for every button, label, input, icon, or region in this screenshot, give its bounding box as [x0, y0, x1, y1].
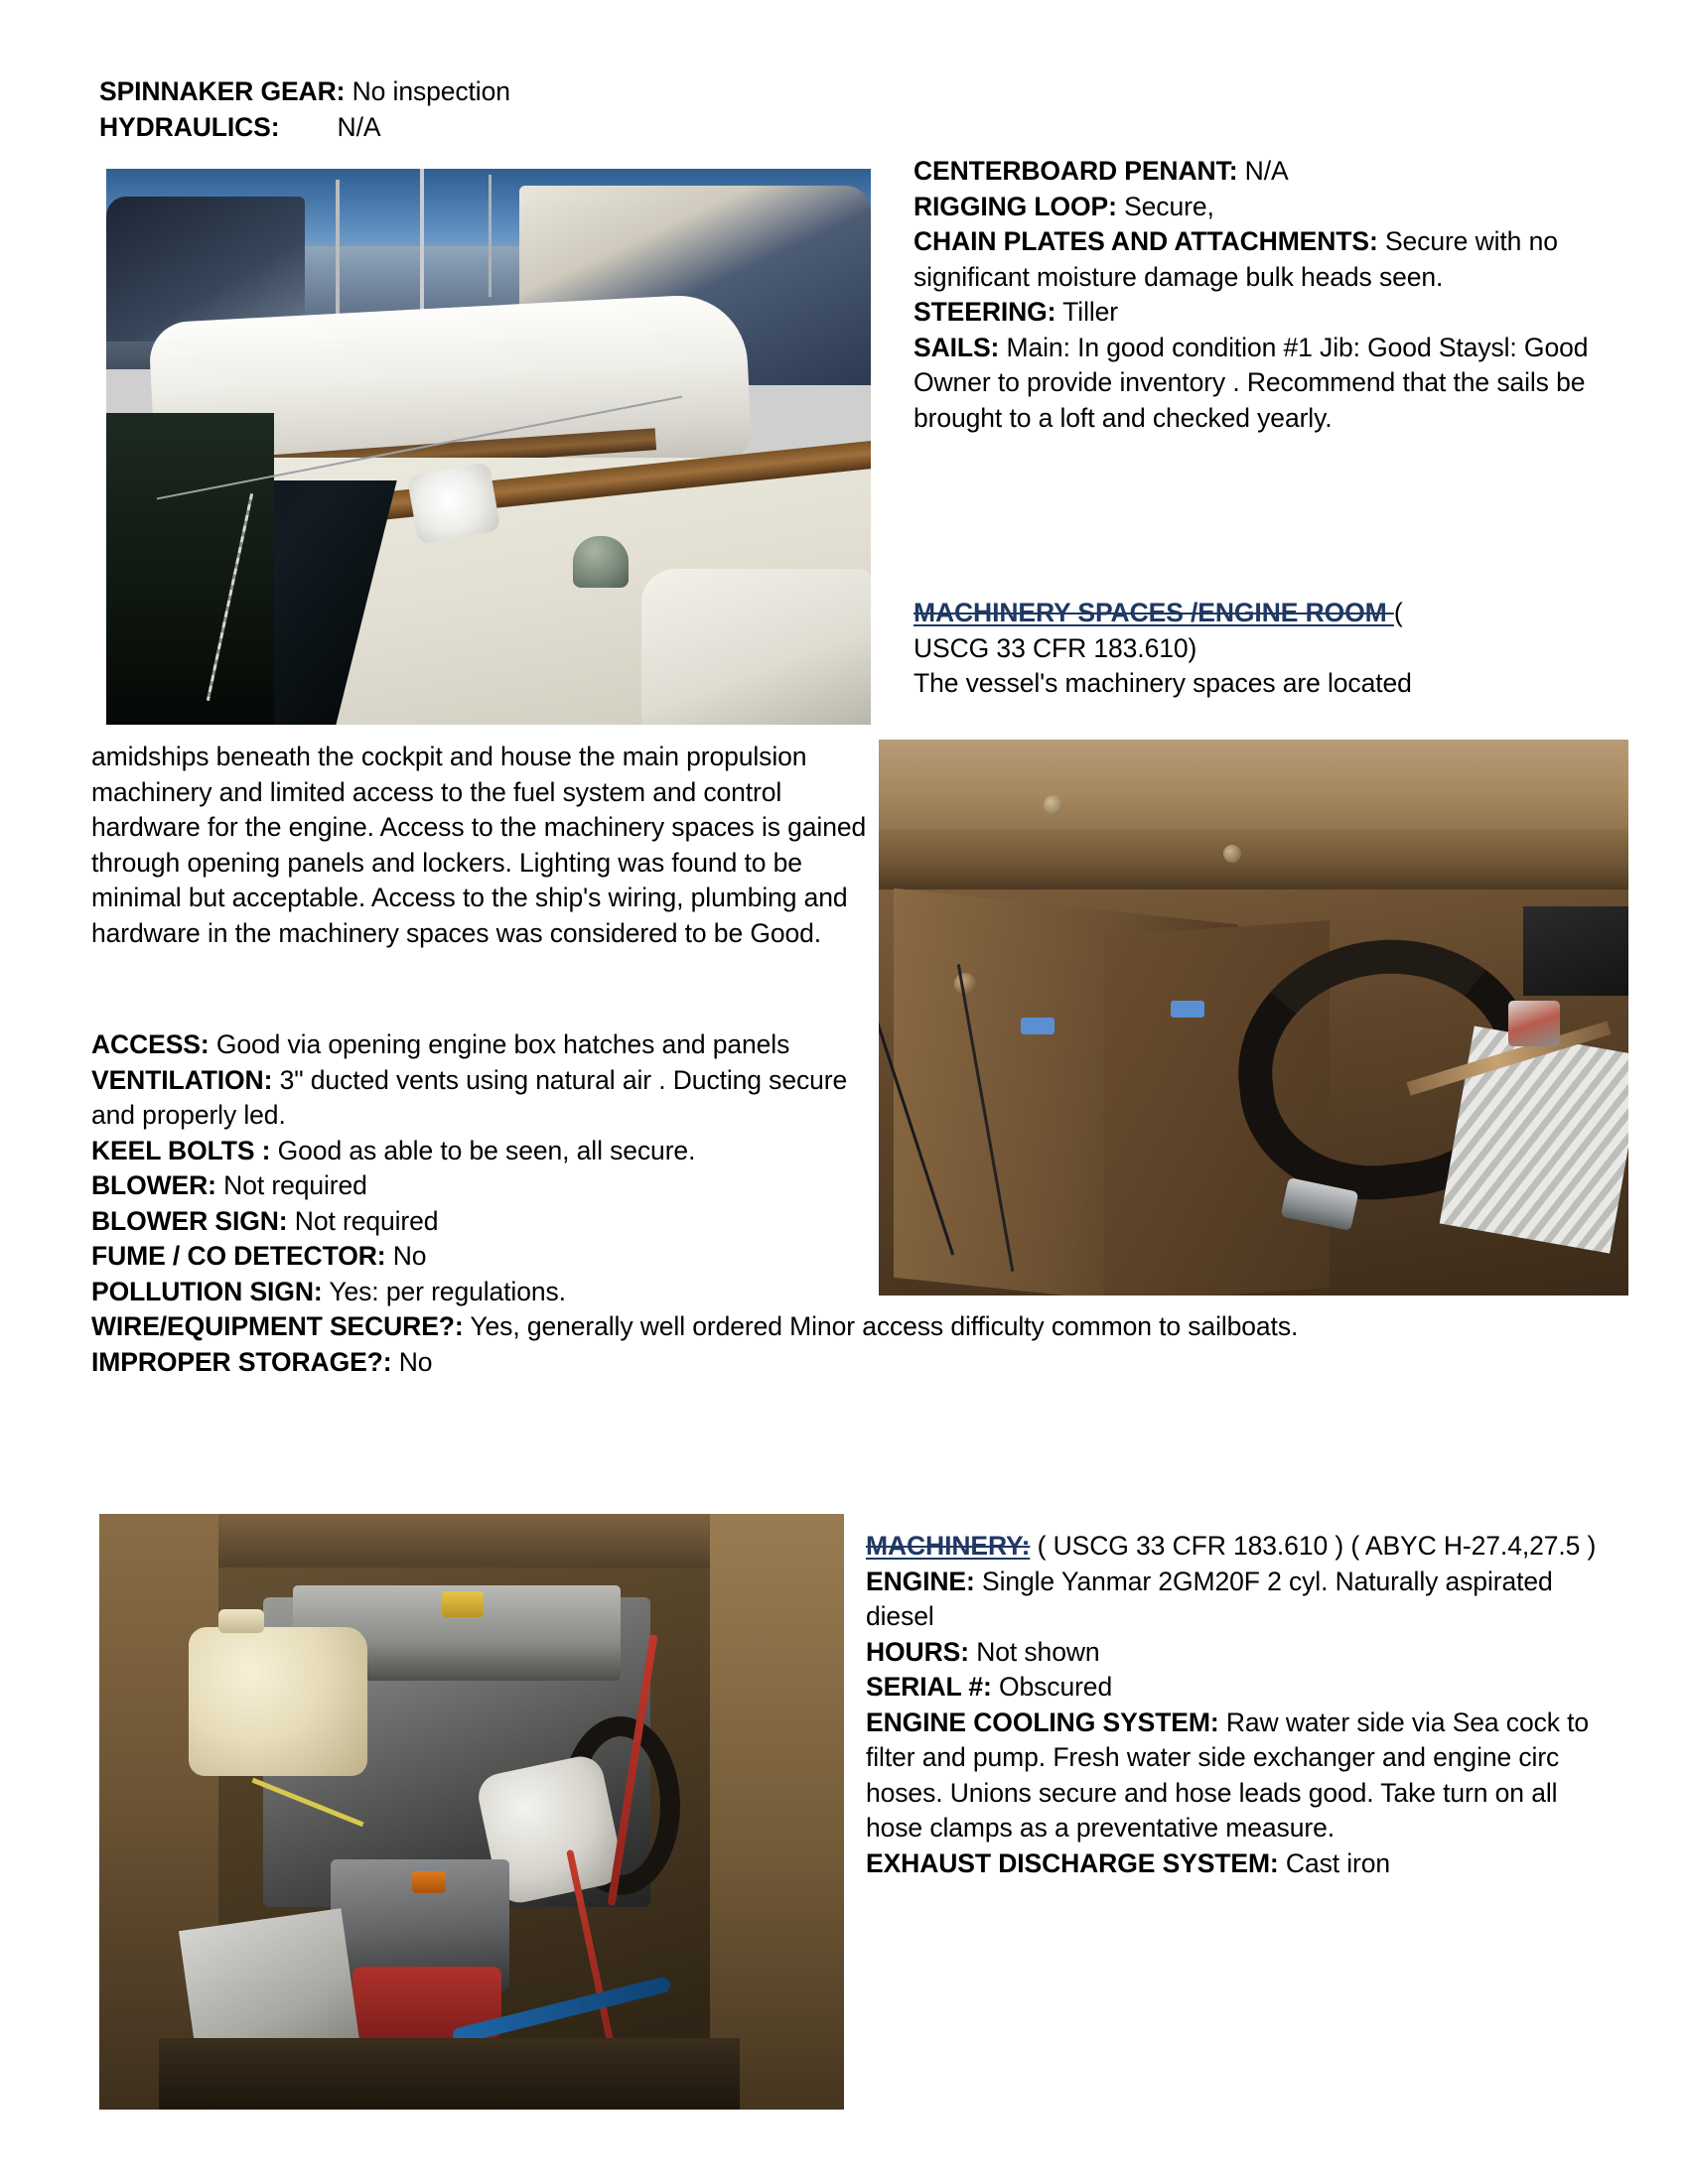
serial-number-value: Obscured — [991, 1672, 1113, 1702]
exhaust-discharge-system-label: EXHAUST DISCHARGE SYSTEM: — [866, 1847, 1279, 1878]
hours-value: Not shown — [968, 1636, 1100, 1667]
water-region — [106, 413, 274, 725]
centerboard-penant-line — [914, 154, 1618, 190]
wire-equipment-secure-value: Yes, generally well ordered Minor access difficulty common to sailboats. — [463, 1311, 1299, 1341]
access-line — [91, 1027, 1561, 1063]
mast-icon — [420, 169, 424, 314]
equipment-box-region — [1523, 906, 1628, 996]
bilge-floor-region — [159, 2038, 740, 2110]
keel-bolts-value: Good as able to be seen, all secure. — [270, 1135, 696, 1165]
engine-label: ENGINE: — [866, 1566, 975, 1596]
rigging-loop-line — [914, 190, 1618, 225]
spinnaker-gear-value: No inspection — [345, 76, 510, 106]
hydraulics-line — [99, 110, 874, 146]
engine-cooling-system-label: ENGINE COOLING SYSTEM: — [866, 1706, 1219, 1737]
structural-beam-region — [879, 829, 1628, 890]
pollution-sign-label: POLLUTION SIGN: — [91, 1276, 323, 1306]
engine-photo — [99, 1514, 844, 2110]
ventilation-line — [91, 1063, 876, 1134]
deck-and-marina-photo — [106, 169, 871, 725]
sails-label: SAILS: — [914, 332, 1000, 362]
coolant-reservoir-region — [189, 1627, 367, 1776]
access-label: ACCESS: — [91, 1029, 210, 1059]
rigging-and-sails-block — [914, 154, 1618, 436]
ventilation-value: 3" ducted vents using natural air . Ducting secure and properly led. — [91, 1064, 848, 1130]
pollution-sign-line — [91, 1275, 1561, 1310]
fume-co-detector-line — [91, 1239, 1561, 1275]
centerboard-penant-value: N/A — [1237, 156, 1289, 186]
reservoir-cap-region — [218, 1609, 264, 1633]
improper-storage-label: IMPROPER STORAGE?: — [91, 1346, 392, 1377]
dipstick-region — [412, 1871, 446, 1893]
steering-line — [914, 295, 1618, 331]
machinery-spaces-heading-suffix: ( — [1393, 598, 1403, 627]
machinery-heading-suffix: ( USCG 33 CFR 183.610 ) ( ABYC H-27.4,27.5 ) — [1030, 1531, 1597, 1561]
centerboard-penant-label: CENTERBOARD PENANT: — [914, 156, 1238, 186]
blower-value: Not required — [215, 1170, 367, 1200]
spinnaker-gear-line — [99, 74, 874, 110]
sails-value: Main: In good condition #1 Jib: Good Staysl: Good Owner to provide inventory . Recommend that the sails be brought to a loft and checked yearly. — [914, 332, 1589, 433]
rigging-loop-value: Secure, — [1116, 191, 1214, 221]
machinery-spaces-entries-block — [91, 1027, 1561, 1380]
chain-plates-line — [914, 224, 1618, 295]
blower-sign-value: Not required — [287, 1205, 439, 1236]
blower-line — [91, 1168, 1561, 1204]
improper-storage-line — [91, 1345, 1561, 1381]
fastener-region — [1044, 795, 1063, 815]
sails-line — [914, 331, 1618, 437]
machinery-spaces-heading: MACHINERY SPACES /ENGINE ROOM — [914, 598, 1394, 627]
machinery-spaces-intro-body: amidships beneath the cockpit and house the main propulsion machinery and limited access to the fuel system and control hardware for the engine. Access to the machinery spaces is gained through opening panels and lockers. Lighting was found to be minimal but acceptable. Access to the ship's wiring, plumbing and hardware in the machinery spaces was considered to be Good. — [91, 742, 867, 948]
spinnaker-hydraulics-block — [99, 74, 874, 145]
engine-line — [866, 1565, 1620, 1635]
exhaust-discharge-system-line — [866, 1846, 1620, 1882]
machinery-spaces-heading-block — [914, 596, 1628, 702]
access-value: Good via opening engine box hatches and panels — [209, 1029, 790, 1059]
keel-bolts-line — [91, 1134, 876, 1169]
exhaust-discharge-system-value: Cast iron — [1278, 1847, 1391, 1878]
rigging-loop-label: RIGGING LOOP: — [914, 191, 1117, 221]
spinnaker-gear-label: SPINNAKER GEAR: — [99, 76, 346, 106]
hours-line — [866, 1635, 1620, 1671]
mast-icon — [489, 175, 492, 297]
mast-icon — [336, 180, 340, 313]
fume-co-detector-label: FUME / CO DETECTOR: — [91, 1241, 386, 1271]
improper-storage-value: No — [391, 1346, 433, 1377]
machinery-heading: MACHINERY: — [866, 1531, 1031, 1561]
wire-equipment-secure-label: WIRE/EQUIPMENT SECURE?: — [91, 1311, 464, 1341]
wire-equipment-secure-line — [91, 1309, 1561, 1345]
ventilation-label: VENTILATION: — [91, 1064, 273, 1095]
blower-label: BLOWER: — [91, 1170, 216, 1200]
fume-co-detector-value: No — [385, 1241, 427, 1271]
machinery-spaces-intro-lead: The vessel's machinery spaces are located — [914, 668, 1412, 698]
chain-plates-label: CHAIN PLATES AND ATTACHMENTS: — [914, 226, 1378, 256]
engine-cooling-system-line — [866, 1706, 1620, 1846]
sail-cover-region — [641, 569, 871, 725]
blower-sign-line — [91, 1204, 1561, 1240]
keel-bolts-label: KEEL BOLTS : — [91, 1135, 271, 1165]
serial-number-label: SERIAL #: — [866, 1672, 992, 1702]
deck-vent-region — [573, 536, 629, 588]
machinery-spaces-heading-line — [914, 596, 1628, 631]
engine-cooling-system-value: Raw water side via Sea cock to filter and pump. Fresh water side exchanger and engine circ hoses. Unions secure and hose leads good. Take turn on all hose clamps as a preventative measure. — [866, 1706, 1590, 1843]
hydraulics-value: N/A — [279, 111, 381, 142]
machinery-section-block — [866, 1529, 1620, 1881]
steering-label: STEERING: — [914, 297, 1056, 327]
pollution-sign-value: Yes: per regulations. — [322, 1276, 566, 1306]
hydraulics-label: HYDRAULICS: — [99, 111, 280, 142]
blower-sign-label: BLOWER SIGN: — [91, 1205, 288, 1236]
machinery-heading-line — [866, 1529, 1620, 1565]
serial-number-line — [866, 1670, 1620, 1706]
engine-value: Single Yanmar 2GM20F 2 cyl. Naturally aspirated diesel — [866, 1566, 1553, 1631]
chain-plates-value: Secure with no significant moisture damage bulk heads seen. — [914, 226, 1558, 292]
machinery-spaces-reference: USCG 33 CFR 183.610) — [914, 632, 1197, 663]
hours-label: HOURS: — [866, 1636, 969, 1667]
coiled-line-region — [407, 463, 501, 546]
steering-value: Tiller — [1055, 297, 1119, 327]
cable-clip-region — [1171, 1001, 1204, 1018]
engine-box-side-region — [710, 1514, 844, 2110]
oil-filler-cap-region — [442, 1591, 484, 1617]
